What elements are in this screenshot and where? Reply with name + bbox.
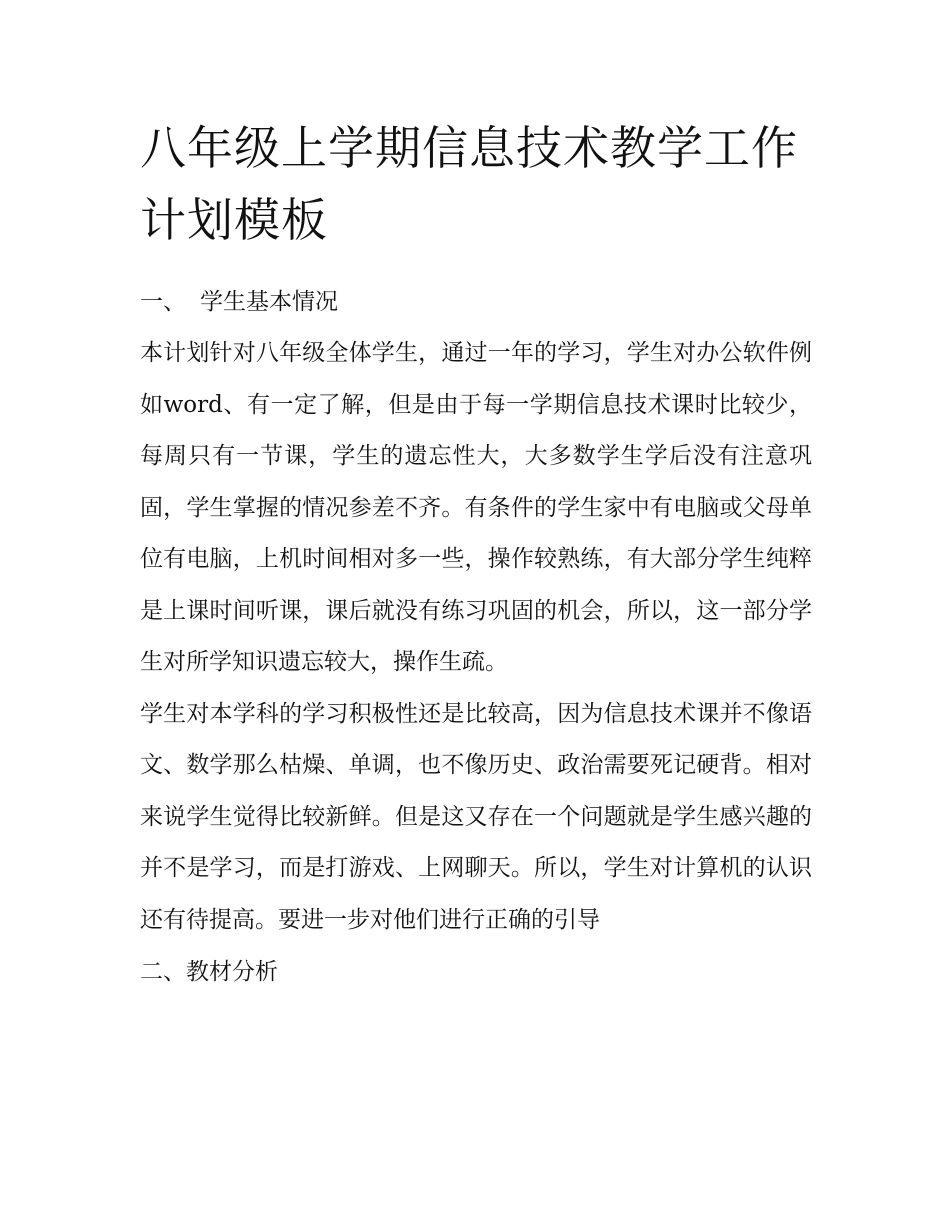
paragraph-student-interest: 学生对本学科的学习积极性还是比较高，因为信息技术课并不像语文、数学那么枯燥、单调，也不像历史、政治需要死记硬背。相对来说学生觉得比较新鲜。但是这又存在一个问题就是学生感兴趣的并不是学习，而是打游戏、上网聊天。所以，学生对计算机的认识还有待提高。要进一步对他们进行正确的引导 <box>140 700 812 933</box>
paragraph-student-background: 本计划针对八年级全体学生，通过一年的学习，学生对办公软件例如word、有一定了解，但是由于每一学期信息技术课时比较少，每周只有一节课，学生的遗忘性大，大多数学生学后没有注意巩固，学生掌握的情况参差不齐。有条件的学生家中有电脑或父母单位有电脑，上机时间相对多一些，操作较熟练，有大部分学生纯粹是上课时间听课，课后就没有练习巩固的机会，所以，这一部分学生对所学知识遗忘较大，操作生疏。 <box>140 340 812 675</box>
section-heading-textbook-analysis: 二、教材分析 <box>140 959 278 985</box>
section-heading-student-situation <box>140 276 812 328</box>
document-body <box>140 112 812 998</box>
document-title: 八年级上学期信息技术教学工作计划模板 <box>140 121 798 247</box>
section-number: 一、 <box>140 289 186 315</box>
section-heading-text: 学生基本情况 <box>200 289 338 315</box>
